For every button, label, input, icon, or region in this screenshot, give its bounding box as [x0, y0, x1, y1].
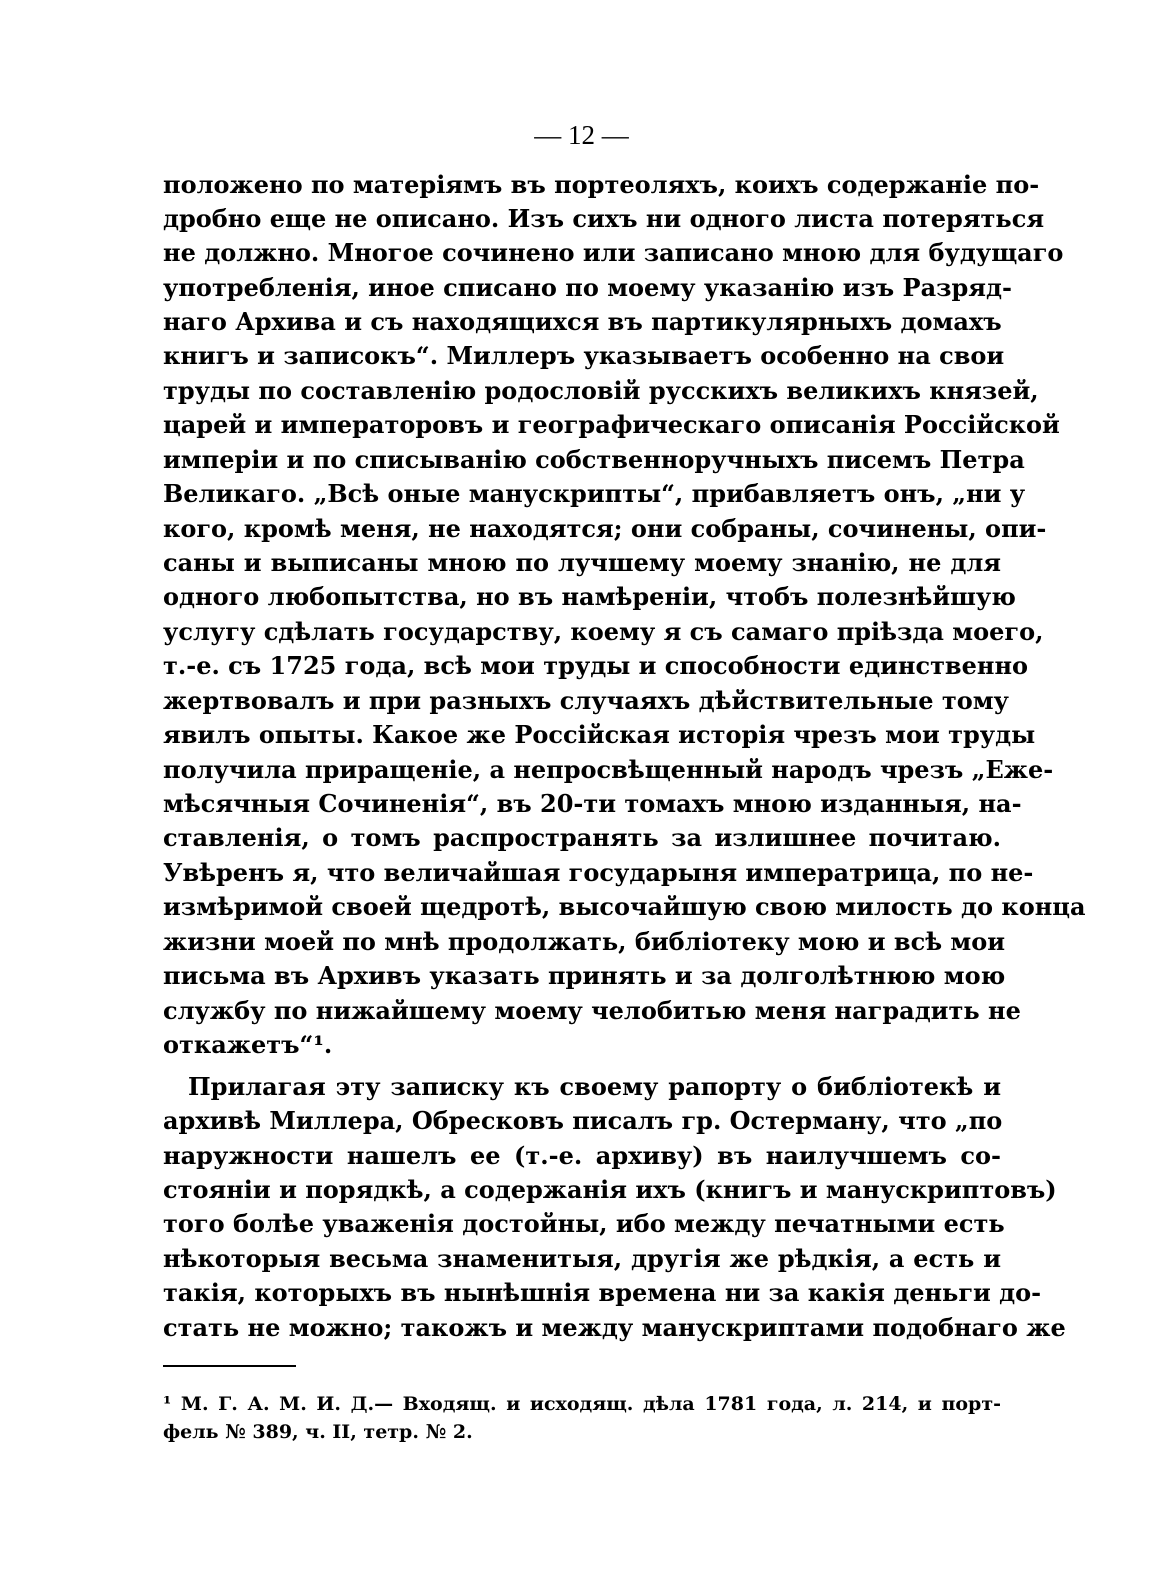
text-line: такія, которыхъ въ нынѣшнія времена ни за какія деньги до- [163, 1278, 1042, 1307]
text-line: измѣримой своей щедротѣ, высочайшую свою милость до конца [163, 892, 1086, 921]
footnote-line: фель № 389, ч. II, тетр. № 2. [163, 1421, 473, 1443]
text-line: не должно. Многое сочинено или записано мною для будущаго [163, 238, 1064, 267]
text-line: стать не можно; такожъ и между манускриптами подобнаго же [163, 1313, 1066, 1342]
text-line: нѣкоторыя весьма знаменитыя, другія же рѣдкія, а есть и [163, 1244, 1001, 1273]
text-line: архивѣ Миллера, Обресковъ писалъ гр. Остерману, что „по [163, 1106, 1003, 1135]
paragraph-start-line: Прилагая эту записку къ своему рапорту о библіотекѣ и [188, 1072, 1001, 1101]
text-line: стояніи и порядкѣ, а содержанія ихъ (книгъ и манускриптовъ) [163, 1175, 1057, 1204]
text-line: дробно еще не описано. Изъ сихъ ни одного листа потеряться [163, 204, 1045, 233]
text-line: услугу сдѣлать государству, коему я съ самаго пріѣзда моего, [163, 617, 1044, 646]
text-line: службу по нижайшему моему челобитью меня наградить не [163, 996, 1021, 1025]
text-line: книгъ и записокъ“. Миллеръ указываетъ особенно на свои [163, 341, 1005, 370]
text-line: ставленія, о томъ распространять за излишнее почитаю. [163, 823, 1001, 852]
text-line: того болѣе уваженія достойны, ибо между печатными есть [163, 1209, 1005, 1238]
footnote-divider [163, 1365, 296, 1367]
text-line: кого, кромѣ меня, не находятся; они собраны, сочинены, опи- [163, 514, 1047, 543]
text-line: саны и выписаны мною по лучшему моему знанію, не для [163, 548, 1001, 577]
text-line: Великаго. „Всѣ оные манускрипты“, прибавляетъ онъ, „ни у [163, 479, 1026, 508]
text-line: наго Архива и съ находящихся въ партикулярныхъ домахъ [163, 307, 1002, 336]
text-line: жертвовалъ и при разныхъ случаяхъ дѣйствительные тому [163, 686, 1009, 715]
text-line: получила приращеніе, а непросвѣщенный народъ чрезъ „Еже- [163, 755, 1054, 784]
text-line: употребленія, иное списано по моему указанію изъ Разряд- [163, 273, 1012, 302]
text-line: т.-е. съ 1725 года, всѣ мои труды и способности единственно [163, 651, 1029, 680]
text-line: наружности нашелъ ее (т.-е. архиву) въ наилучшемъ со- [163, 1141, 1001, 1170]
text-line: царей и императоровъ и географическаго описанія Россійской [163, 410, 1060, 439]
text-line: одного любопытства, но въ намѣреніи, чтобъ полезнѣйшую [163, 582, 1016, 611]
text-line: мѣсячныя Сочиненія“, въ 20-ти томахъ мною изданныя, на- [163, 789, 1022, 818]
page-number: — 12 — [534, 120, 629, 150]
text-line: Увѣренъ я, что величайшая государыня императрица, по не- [163, 858, 1034, 887]
text-line: откажетъ“¹. [163, 1030, 333, 1059]
text-line: имперіи и по списыванію собственноручныхъ писемъ Петра [163, 445, 1025, 474]
footnote-line: ¹ М. Г. А. М. И. Д.— Входящ. и исходящ. дѣла 1781 года, л. 214, и порт- [163, 1393, 1001, 1415]
text-line: положено по матеріямъ въ портеоляхъ, коихъ содержаніе по- [163, 170, 1040, 199]
text-line: письма въ Архивъ указать принять и за долголѣтнюю мою [163, 961, 1006, 990]
text-line: явилъ опыты. Какое же Россійская исторія чрезъ мои труды [163, 720, 1036, 749]
text-line: труды по составленію родословій русскихъ великихъ князей, [163, 376, 1039, 405]
text-line: жизни моей по мнѣ продолжать, библіотеку мою и всѣ мои [163, 927, 1006, 956]
